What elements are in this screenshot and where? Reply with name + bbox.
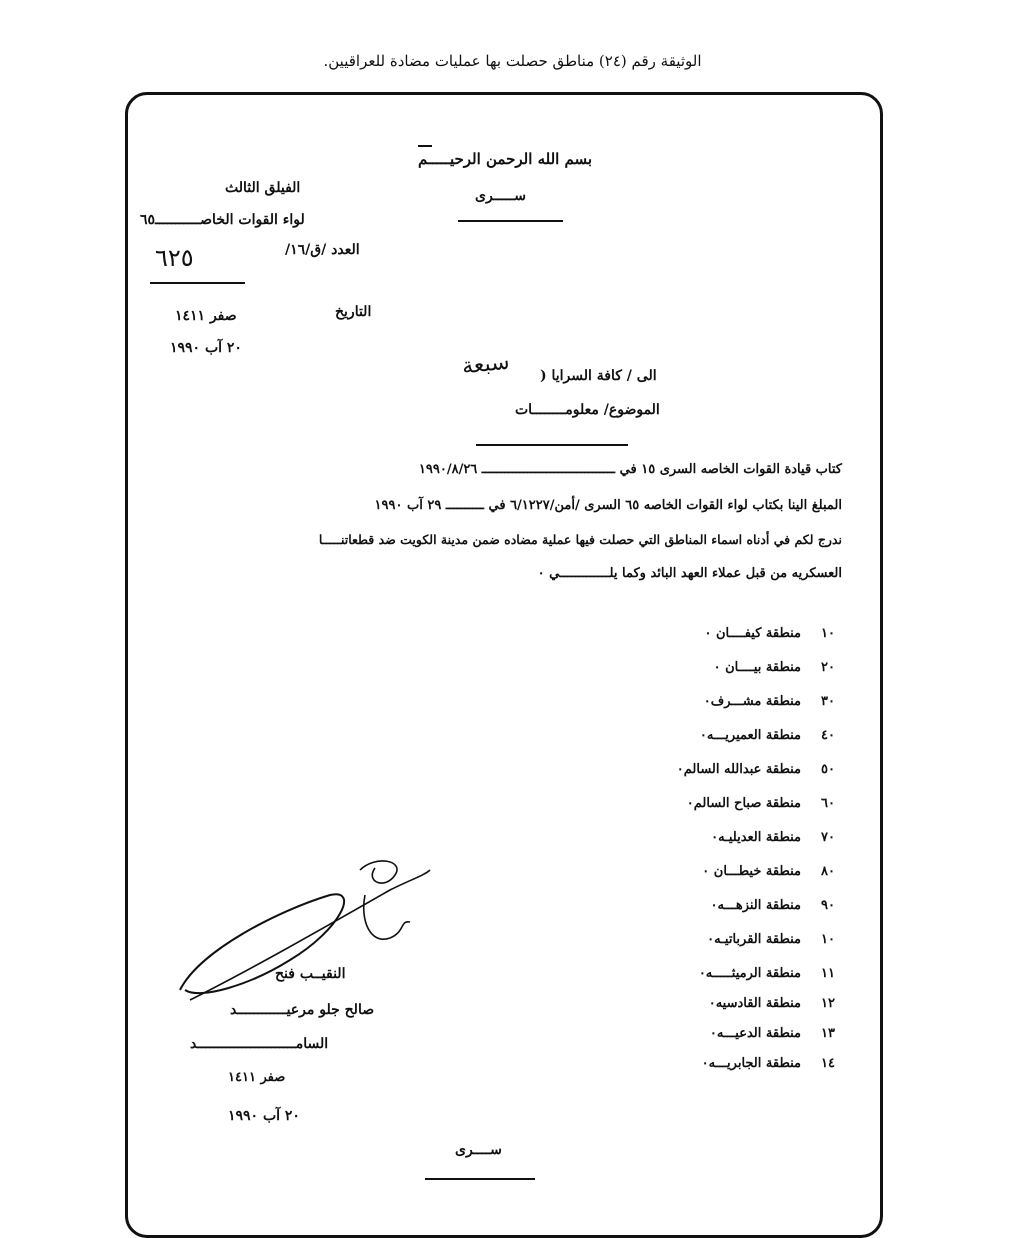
list-number: ٧٠ bbox=[821, 830, 835, 845]
classification-rule bbox=[458, 220, 563, 222]
list-item bbox=[702, 864, 835, 879]
address-to-handwritten: سبعة bbox=[460, 349, 511, 380]
list-number: ٣٠ bbox=[821, 694, 835, 709]
list-number: ٨٠ bbox=[821, 864, 835, 879]
list-number: ١٤ bbox=[821, 1056, 835, 1071]
number-label: العدد /ق/١٦/ bbox=[285, 242, 360, 258]
body-line: المبلغ الينا بكتاب لواء القوات الخاصه ٦٥ السرى /أمن/٦/١٢٢٧ في ــــــــــ ٢٩ آب ١٩٩٠ bbox=[374, 498, 842, 513]
list-label: منطقة العديليـه٠ bbox=[711, 830, 801, 845]
list-label: منطقة بيــــان ٠ bbox=[713, 660, 801, 675]
signature-date-gregorian: ٢٠ آب ١٩٩٠ bbox=[228, 1108, 300, 1124]
body-line: العسكريه من قبل عملاء العهد البائد وكما يلـــــــــــــي ٠ bbox=[537, 566, 842, 581]
list-label: منطقة الرميثـــــه٠ bbox=[698, 966, 801, 981]
number-handwritten: ٦٢٥ bbox=[155, 244, 194, 272]
corps-label: الفيلق الثالث bbox=[225, 180, 301, 196]
list-number: ٦٠ bbox=[821, 796, 835, 811]
list-item bbox=[702, 1056, 835, 1071]
list-number: ٩٠ bbox=[821, 898, 835, 913]
list-item bbox=[704, 694, 835, 709]
date-label: التاريخ bbox=[335, 304, 372, 320]
body-line: كتاب قيادة القوات الخاصه السرى ١٥ في ـــــــــــــــــــــــــــــــــــ ١٩٩٠/٨/٢٦ bbox=[418, 462, 842, 477]
brigade-label: لواء القوات الخاصـــــــــــ٦٥ bbox=[140, 212, 305, 228]
list-label: منطقة الدعيـــه٠ bbox=[709, 1026, 801, 1041]
list-number: ٢٠ bbox=[821, 660, 835, 675]
classification-top: ســـــرى bbox=[475, 188, 526, 204]
list-number: ٥٠ bbox=[821, 762, 835, 777]
list-item bbox=[711, 830, 835, 845]
list-label: منطقة عبدالله السالم٠ bbox=[676, 762, 801, 777]
list-label: منطقة النزهـــه٠ bbox=[710, 898, 801, 913]
signer-rank: النقيــب فنح bbox=[275, 966, 346, 982]
list-label: منطقة الجابريـــه٠ bbox=[701, 1056, 801, 1071]
basmala-rule bbox=[418, 145, 432, 147]
list-item bbox=[714, 660, 835, 675]
date-gregorian: ٢٠ آب ١٩٩٠ bbox=[170, 340, 242, 356]
address-to: الى / كافة السرايا ( bbox=[540, 368, 657, 384]
list-item bbox=[710, 1026, 835, 1041]
footer-rule bbox=[425, 1178, 535, 1180]
signer-title: السامــــــــــــــــــــــــد bbox=[190, 1036, 329, 1052]
list-item bbox=[709, 996, 835, 1011]
list-label: منطقة العميريـــه٠ bbox=[699, 728, 801, 743]
signature-date-hijri: صفر ١٤١١ bbox=[228, 1070, 286, 1085]
list-label: منطقة القادسيه٠ bbox=[708, 996, 801, 1011]
list-item bbox=[710, 898, 835, 913]
document-caption: الوثيقة رقم (٢٤) مناطق حصلت بها عمليات مضادة للعراقيين. bbox=[323, 52, 702, 70]
classification-bottom: ســــرى bbox=[455, 1142, 502, 1158]
list-label: منطقة كيفــــان ٠ bbox=[704, 626, 801, 641]
body-line: ندرج لكم في أدناه اسماء المناطق التي حصلت فيها عملية مضاده ضمن مدينة الكويت ضد قطعاتنـــــا bbox=[318, 532, 842, 547]
list-item bbox=[687, 796, 835, 811]
list-item bbox=[704, 626, 835, 641]
list-item bbox=[707, 932, 835, 947]
list-number: ١٣ bbox=[821, 1026, 835, 1041]
list-item bbox=[700, 728, 835, 743]
list-number: ١٠ bbox=[821, 932, 835, 947]
signer-name: صالح جلو مرعيــــــــــــد bbox=[230, 1002, 375, 1018]
subject-line: الموضوع/ معلومــــــــات bbox=[515, 402, 660, 418]
basmala: بسم الله الرحمن الرحيـــــم bbox=[418, 150, 593, 168]
list-item bbox=[677, 762, 835, 777]
list-label: منطقة مشـــرف٠ bbox=[703, 694, 801, 709]
list-number: ٤٠ bbox=[821, 728, 835, 743]
list-item bbox=[699, 966, 835, 981]
subject-rule bbox=[476, 444, 628, 446]
list-number: ١٢ bbox=[821, 996, 835, 1011]
date-hijri: صفر ١٤١١ bbox=[175, 308, 237, 324]
number-rule bbox=[150, 282, 245, 284]
list-number: ١١ bbox=[821, 966, 835, 981]
signature-scribble bbox=[160, 850, 450, 1010]
list-label: منطقة صباح السالم٠ bbox=[686, 796, 801, 811]
list-number: ١٠ bbox=[821, 626, 835, 641]
list-label: منطقة القرباتيـه٠ bbox=[707, 932, 801, 947]
list-label: منطقة خيطـــان ٠ bbox=[702, 864, 801, 879]
